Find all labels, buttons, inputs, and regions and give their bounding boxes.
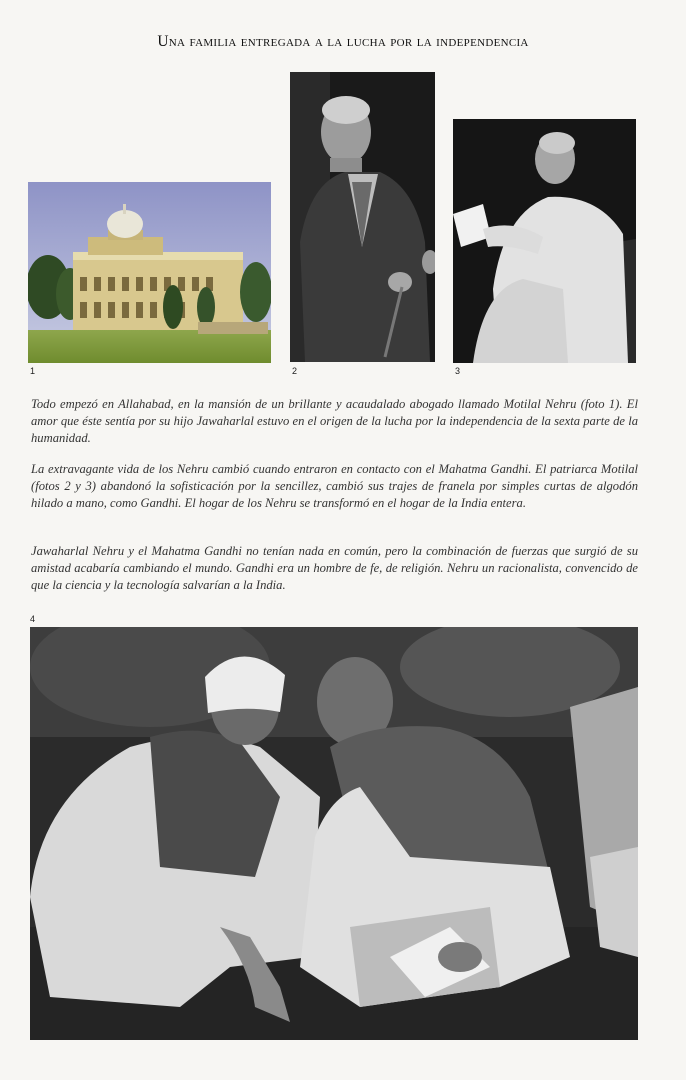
photo-mansion [28, 182, 271, 363]
photo-number-4: 4 [30, 614, 36, 624]
paragraph-1: Todo empezó en Allahabad, en la mansión de un brillante y acaudalado abogado llamado Motilal Nehru (foto 1). El amor que éste sentía por su hijo Jawaharlal estuvo en el origen de la lucha por la independencia de la sexta parte de la humanidad. [31, 397, 638, 445]
photo-number-1: 1 [30, 366, 36, 376]
photo-motilal-suit [290, 72, 435, 362]
photo-number-3: 3 [455, 366, 461, 376]
photo-motilal-khadi [453, 119, 636, 363]
paragraph-3: Jawaharlal Nehru y el Mahatma Gandhi no tenían nada en común, pero la combinación de fuerzas que surgió de su amistad acabaría cambiando el mundo. Gandhi era un hombre de fe, de religión. Nehru un racionalista, convencido de que la ciencia y la tecnología salvarían a la India. [31, 544, 638, 592]
paragraph-2: La extravagante vida de los Nehru cambió cuando entraron en contacto con el Mahatma Gandhi. El patriarca Motilal (fotos 2 y 3) abandonó la sofisticación por la sencillez, cambió sus trajes de franela por simples curtas de algodón hilado a mano, como Gandhi. El hogar de los Nehru se transformó en el hogar de la India entera. [31, 462, 638, 510]
page-title: Una familia entregada a la lucha por la independencia [157, 33, 529, 50]
photo-number-2: 2 [292, 366, 298, 376]
photo-nehru-gandhi [30, 627, 638, 1040]
